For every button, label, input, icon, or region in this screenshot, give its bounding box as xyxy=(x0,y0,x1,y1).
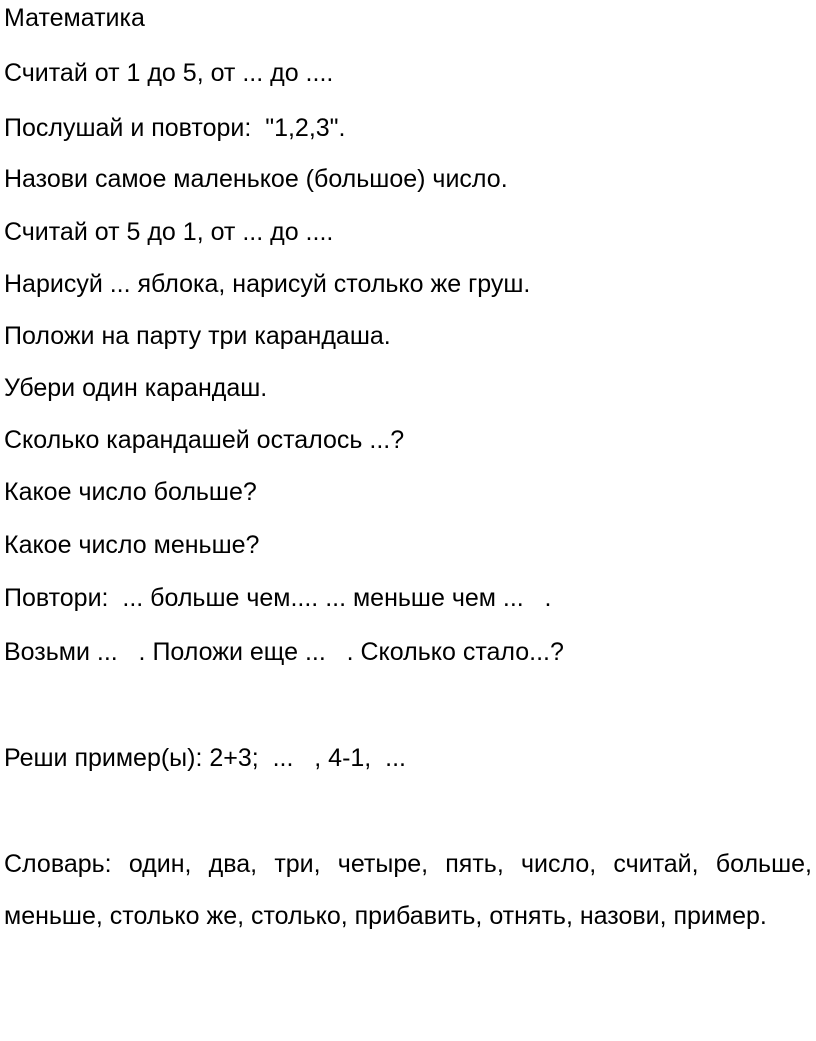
task-line-10: Какое число меньше? xyxy=(4,531,260,559)
task-line-3: Назови самое маленькое (большое) число. xyxy=(4,165,508,193)
document-title: Математика xyxy=(4,4,145,32)
task-line-11: Повтори: ... больше чем.... ... меньше чем ... . xyxy=(4,584,552,612)
task-line-5: Нарисуй ... яблока, нарисуй столько же груш. xyxy=(4,270,531,298)
task-line-1: Считай от 1 до 5, от ... до .... xyxy=(4,59,334,87)
task-line-9: Какое число больше? xyxy=(4,478,257,506)
task-line-2: Послушай и повтори: "1,2,3". xyxy=(4,114,346,142)
task-line-8: Сколько карандашей осталось ...? xyxy=(4,426,405,454)
task-line-6: Положи на парту три карандаша. xyxy=(4,322,391,350)
task-line-4: Считай от 5 до 1, от ... до .... xyxy=(4,218,334,246)
task-line-12: Возьми ... . Положи еще ... . Сколько стало...? xyxy=(4,638,564,666)
task-line-7: Убери один карандаш. xyxy=(4,374,268,402)
example-line: Реши пример(ы): 2+3; ... , 4-1, ... xyxy=(4,744,406,772)
vocabulary-paragraph: Словарь: один, два, три, четыре, пять, число, считай, больше, меньше, столько же, столько, прибавить, отнять, назови, пример. xyxy=(4,850,812,930)
